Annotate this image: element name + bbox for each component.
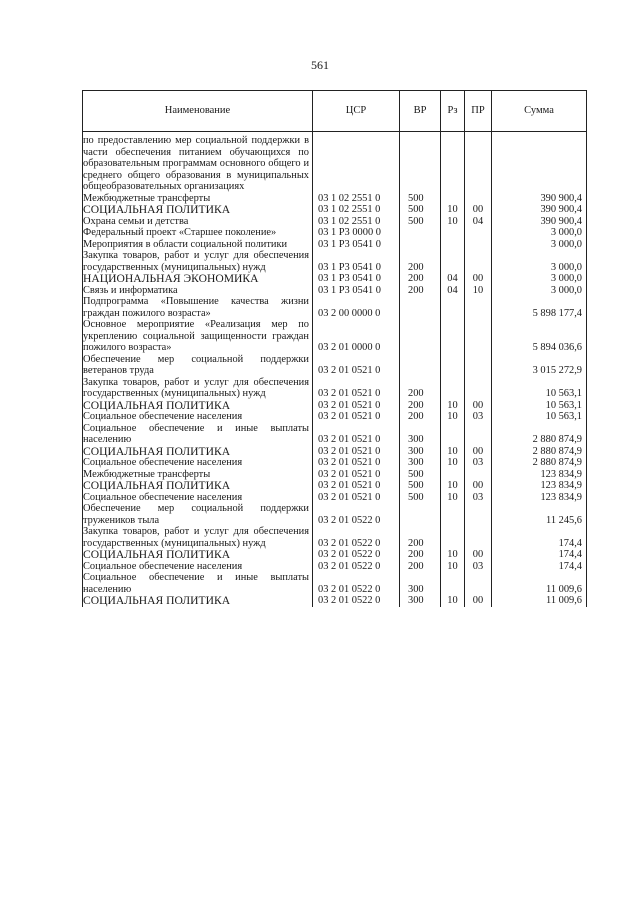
row-name: СОЦИАЛЬНАЯ ПОЛИТИКА (83, 549, 313, 561)
row-csr: 03 2 01 0521 0 (313, 354, 400, 377)
row-vr: 300 (400, 572, 441, 595)
row-vr: 300 (400, 595, 441, 607)
row-pr: 03 (465, 561, 492, 573)
row-csr: 03 2 01 0521 0 (313, 480, 400, 492)
table-row (83, 354, 587, 377)
row-vr (400, 132, 441, 193)
row-name: Федеральный проект «Старшее поколение» (83, 227, 313, 239)
table-row (83, 227, 587, 239)
table-row (83, 296, 587, 319)
table-row (83, 377, 587, 400)
row-vr: 500 (400, 216, 441, 228)
row-csr: 03 2 01 0522 0 (313, 549, 400, 561)
row-sum: 390 900,4 (492, 193, 587, 205)
row-rz (441, 250, 465, 273)
row-rz: 10 (441, 492, 465, 504)
row-rz: 10 (441, 411, 465, 423)
row-csr: 03 2 00 0000 0 (313, 296, 400, 319)
row-vr: 500 (400, 204, 441, 216)
row-name: Охрана семьи и детства (83, 216, 313, 228)
header-pr: ПР (465, 91, 492, 132)
row-vr: 300 (400, 446, 441, 458)
row-pr (465, 503, 492, 526)
row-rz: 10 (441, 400, 465, 412)
table-row (83, 132, 587, 193)
table-header-row (83, 91, 587, 132)
row-sum: 174,4 (492, 526, 587, 549)
row-pr: 04 (465, 216, 492, 228)
row-vr: 200 (400, 526, 441, 549)
header-rz: Рз (441, 91, 465, 132)
row-name: Мероприятия в области социальной политики (83, 239, 313, 251)
row-pr (465, 193, 492, 205)
table-row (83, 549, 587, 561)
table-row (83, 492, 587, 504)
row-rz: 10 (441, 480, 465, 492)
row-csr: 03 1 02 2551 0 (313, 216, 400, 228)
row-csr: 03 2 01 0000 0 (313, 319, 400, 354)
table-row (83, 273, 587, 285)
row-csr: 03 2 01 0521 0 (313, 400, 400, 412)
table-row (83, 480, 587, 492)
row-sum: 5 894 036,6 (492, 319, 587, 354)
page-number: 561 (311, 58, 329, 72)
table-row (83, 216, 587, 228)
row-rz: 04 (441, 273, 465, 285)
row-sum: 2 880 874,9 (492, 446, 587, 458)
row-name: по предоставлению мер социальной поддержки в части обеспечения питанием обучающихся по образовательным программам основного общего и среднего общего образования в муниципальных общеобразовательных организациях (83, 132, 313, 193)
row-name: СОЦИАЛЬНАЯ ПОЛИТИКА (83, 480, 313, 492)
row-name: Социальное обеспечение и иные выплаты населению (83, 572, 313, 595)
row-rz: 10 (441, 561, 465, 573)
table-row (83, 526, 587, 549)
row-vr (400, 354, 441, 377)
budget-table (82, 90, 587, 607)
table-row (83, 285, 587, 297)
row-name: Социальное обеспечение населения (83, 561, 313, 573)
row-rz (441, 503, 465, 526)
row-rz: 10 (441, 204, 465, 216)
row-sum: 3 000,0 (492, 250, 587, 273)
header-csr: ЦСР (313, 91, 400, 132)
row-name: Межбюджетные трансферты (83, 193, 313, 205)
row-sum: 11 245,6 (492, 503, 587, 526)
row-name: Закупка товаров, работ и услуг для обеспечения государственных (муниципальных) нужд (83, 377, 313, 400)
row-pr (465, 319, 492, 354)
row-vr (400, 296, 441, 319)
row-vr: 200 (400, 561, 441, 573)
row-sum: 3 000,0 (492, 273, 587, 285)
row-sum: 123 834,9 (492, 469, 587, 481)
row-vr (400, 503, 441, 526)
row-rz (441, 354, 465, 377)
row-sum: 123 834,9 (492, 492, 587, 504)
row-pr (465, 469, 492, 481)
table-row (83, 446, 587, 458)
row-pr: 10 (465, 285, 492, 297)
row-csr: 03 2 01 0522 0 (313, 503, 400, 526)
row-rz (441, 423, 465, 446)
row-name: Обеспечение мер социальной поддержки тружеников тыла (83, 503, 313, 526)
row-sum: 3 015 272,9 (492, 354, 587, 377)
row-pr (465, 227, 492, 239)
table-row (83, 319, 587, 354)
row-sum: 10 563,1 (492, 411, 587, 423)
row-sum: 2 880 874,9 (492, 423, 587, 446)
row-csr: 03 1 P3 0541 0 (313, 285, 400, 297)
row-rz (441, 526, 465, 549)
row-sum: 3 000,0 (492, 239, 587, 251)
row-csr: 03 2 01 0521 0 (313, 423, 400, 446)
row-rz (441, 227, 465, 239)
row-pr (465, 572, 492, 595)
row-name: СОЦИАЛЬНАЯ ПОЛИТИКА (83, 595, 313, 607)
row-vr: 300 (400, 423, 441, 446)
header-sum: Сумма (492, 91, 587, 132)
row-csr: 03 1 P3 0541 0 (313, 239, 400, 251)
table-row (83, 239, 587, 251)
table-row (83, 595, 587, 607)
row-vr (400, 227, 441, 239)
row-vr: 500 (400, 193, 441, 205)
row-rz: 10 (441, 457, 465, 469)
row-csr: 03 2 01 0522 0 (313, 561, 400, 573)
row-name: Закупка товаров, работ и услуг для обеспечения государственных (муниципальных) нужд (83, 526, 313, 549)
row-csr: 03 1 P3 0541 0 (313, 250, 400, 273)
row-name: НАЦИОНАЛЬНАЯ ЭКОНОМИКА (83, 273, 313, 285)
row-sum (492, 132, 587, 193)
row-csr: 03 1 02 2551 0 (313, 193, 400, 205)
row-rz (441, 469, 465, 481)
row-vr: 300 (400, 457, 441, 469)
row-rz: 10 (441, 216, 465, 228)
row-name: Связь и информатика (83, 285, 313, 297)
table-row (83, 204, 587, 216)
row-sum: 10 563,1 (492, 377, 587, 400)
header-vr: ВР (400, 91, 441, 132)
row-sum: 3 000,0 (492, 285, 587, 297)
row-name: Закупка товаров, работ и услуг для обеспечения государственных (муниципальных) нужд (83, 250, 313, 273)
row-csr: 03 2 01 0522 0 (313, 595, 400, 607)
table-row (83, 250, 587, 273)
row-pr: 00 (465, 273, 492, 285)
row-name: Подпрограмма «Повышение качества жизни граждан пожилого возраста» (83, 296, 313, 319)
row-pr (465, 296, 492, 319)
row-csr (313, 132, 400, 193)
row-rz (441, 239, 465, 251)
row-sum: 10 563,1 (492, 400, 587, 412)
row-vr: 500 (400, 469, 441, 481)
row-csr: 03 2 01 0521 0 (313, 469, 400, 481)
row-name: СОЦИАЛЬНАЯ ПОЛИТИКА (83, 204, 313, 216)
row-sum: 174,4 (492, 561, 587, 573)
row-pr: 03 (465, 492, 492, 504)
row-name: Социальное обеспечение населения (83, 457, 313, 469)
row-pr (465, 526, 492, 549)
row-rz (441, 296, 465, 319)
row-csr: 03 2 01 0521 0 (313, 411, 400, 423)
row-rz (441, 193, 465, 205)
row-sum: 174,4 (492, 549, 587, 561)
row-csr: 03 2 01 0521 0 (313, 377, 400, 400)
row-pr (465, 250, 492, 273)
row-vr (400, 319, 441, 354)
row-rz (441, 132, 465, 193)
row-sum: 11 009,6 (492, 595, 587, 607)
row-name: Социальное обеспечение населения (83, 492, 313, 504)
row-sum: 123 834,9 (492, 480, 587, 492)
row-pr: 00 (465, 204, 492, 216)
row-csr: 03 1 P3 0541 0 (313, 273, 400, 285)
row-sum: 11 009,6 (492, 572, 587, 595)
table-row (83, 400, 587, 412)
row-csr: 03 2 01 0521 0 (313, 457, 400, 469)
row-csr: 03 1 P3 0000 0 (313, 227, 400, 239)
table-row (83, 503, 587, 526)
row-pr (465, 354, 492, 377)
row-name: Межбюджетные трансферты (83, 469, 313, 481)
row-vr: 500 (400, 480, 441, 492)
row-rz (441, 319, 465, 354)
table-row (83, 457, 587, 469)
row-rz: 10 (441, 446, 465, 458)
row-name: Социальное обеспечение населения (83, 411, 313, 423)
header-name: Наименование (83, 91, 313, 132)
row-name: СОЦИАЛЬНАЯ ПОЛИТИКА (83, 400, 313, 412)
row-sum: 3 000,0 (492, 227, 587, 239)
row-rz: 10 (441, 549, 465, 561)
row-sum: 5 898 177,4 (492, 296, 587, 319)
row-name: Обеспечение мер социальной поддержки ветеранов труда (83, 354, 313, 377)
row-pr (465, 239, 492, 251)
row-csr: 03 2 01 0522 0 (313, 572, 400, 595)
row-rz (441, 377, 465, 400)
table-row (83, 423, 587, 446)
row-vr: 200 (400, 549, 441, 561)
row-pr: 00 (465, 446, 492, 458)
table-row (83, 572, 587, 595)
row-name: СОЦИАЛЬНАЯ ПОЛИТИКА (83, 446, 313, 458)
row-vr: 200 (400, 273, 441, 285)
row-vr: 200 (400, 400, 441, 412)
row-pr: 00 (465, 549, 492, 561)
row-rz (441, 572, 465, 595)
row-vr: 500 (400, 492, 441, 504)
row-sum: 390 900,4 (492, 204, 587, 216)
row-rz: 10 (441, 595, 465, 607)
row-vr (400, 239, 441, 251)
row-pr: 00 (465, 480, 492, 492)
row-csr: 03 1 02 2551 0 (313, 204, 400, 216)
table-row (83, 561, 587, 573)
row-pr: 03 (465, 457, 492, 469)
row-csr: 03 2 01 0522 0 (313, 526, 400, 549)
table-row (83, 411, 587, 423)
row-sum: 2 880 874,9 (492, 457, 587, 469)
row-pr: 00 (465, 400, 492, 412)
row-pr: 03 (465, 411, 492, 423)
row-sum: 390 900,4 (492, 216, 587, 228)
table-body (83, 132, 587, 607)
row-name: Основное мероприятие «Реализация мер по укреплению социальной защищенности граждан пожилого возраста» (83, 319, 313, 354)
row-csr: 03 2 01 0521 0 (313, 492, 400, 504)
row-name: Социальное обеспечение и иные выплаты населению (83, 423, 313, 446)
row-csr: 03 2 01 0521 0 (313, 446, 400, 458)
row-pr: 00 (465, 595, 492, 607)
row-pr (465, 132, 492, 193)
row-pr (465, 423, 492, 446)
row-rz: 04 (441, 285, 465, 297)
row-vr: 200 (400, 250, 441, 273)
row-vr: 200 (400, 377, 441, 400)
row-vr: 200 (400, 411, 441, 423)
row-vr: 200 (400, 285, 441, 297)
row-pr (465, 377, 492, 400)
